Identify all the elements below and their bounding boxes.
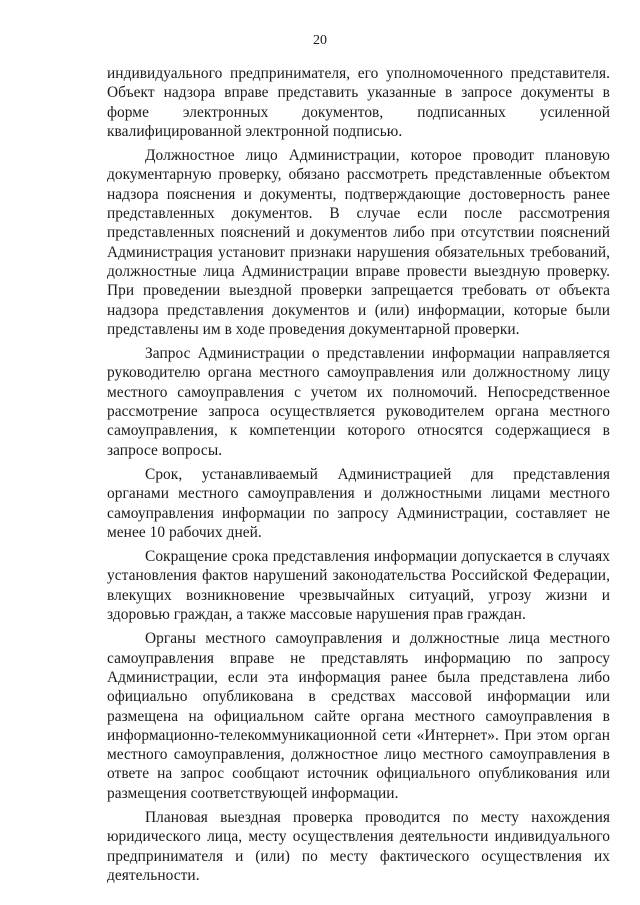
paragraph-right-not-to-provide: Органы местного самоуправления и должностные лица местного самоуправления вправе не представлять информацию по запросу Администрации, если эта информация ранее была представлена либо официально опубликована в средствах массовой информации или размещена на официальном сайте органа местного самоуправления в информационно-телекоммуникационной сети «Интернет». При этом орган местного самоуправления, должностное лицо местного самоуправления в ответе на запрос сообщают источник официального опубликования или размещения соответствующей информации.	[107, 630, 610, 802]
document-body	[107, 64, 610, 890]
paragraph-information-request: Запрос Администрации о представлении информации направляется руководителю органа местного самоуправления или должностному лицу местного самоуправления с учетом их полномочий. Непосредственное рассмотрение запроса осуществляется руководителем органа местного самоуправления, к компетенции которого относятся содержащиеся в запросе вопросы.	[107, 345, 610, 459]
paragraph-review-documents: Должностное лицо Администрации, которое проводит плановую документарную проверку, обязано рассмотреть представленные объектом надзора пояснения и документы, подтверждающие достоверность ранее представленных документов. В случае если после рассмотрения представленных пояснений и документов либо при отсутствии пояснений Администрация установит признаки нарушения обязательных требований, должностные лица Администрации вправе провести выездную проверку. При проведении выездной проверки запрещается требовать от объекта надзора представления документов и (или) информации, которые были представлены им в ходе проведения документарной проверки.	[107, 147, 610, 338]
paragraph-continuation: индивидуального предпринимателя, его уполномоченного представителя. Объект надзора вправе представить указанные в запросе документы в форме электронных документов, подписанных усиленной квалифицированной электронной подписью.	[107, 65, 610, 140]
page-number: 20	[313, 33, 327, 48]
paragraph-response-deadline: Срок, устанавливаемый Администрацией для представления органами местного самоуправления и должностными лицами местного самоуправления информации по запросу Администрации, составляет не менее 10 рабочих дней.	[107, 465, 610, 541]
paragraph-deadline-reduction: Сокращение срока представления информации допускается в случаях установления фактов нарушений законодательства Российской Федерации, влекущих возникновение чрезвычайных ситуаций, угрозу жизни и здоровью граждан, а также массовые нарушения прав граждан.	[107, 548, 610, 624]
paragraph-on-site-inspection: Плановая выездная проверка проводится по месту нахождения юридического лица, месту осуществления деятельности индивидуального предпринимателя и (или) по месту фактического осуществления их деятельности.	[107, 808, 610, 884]
